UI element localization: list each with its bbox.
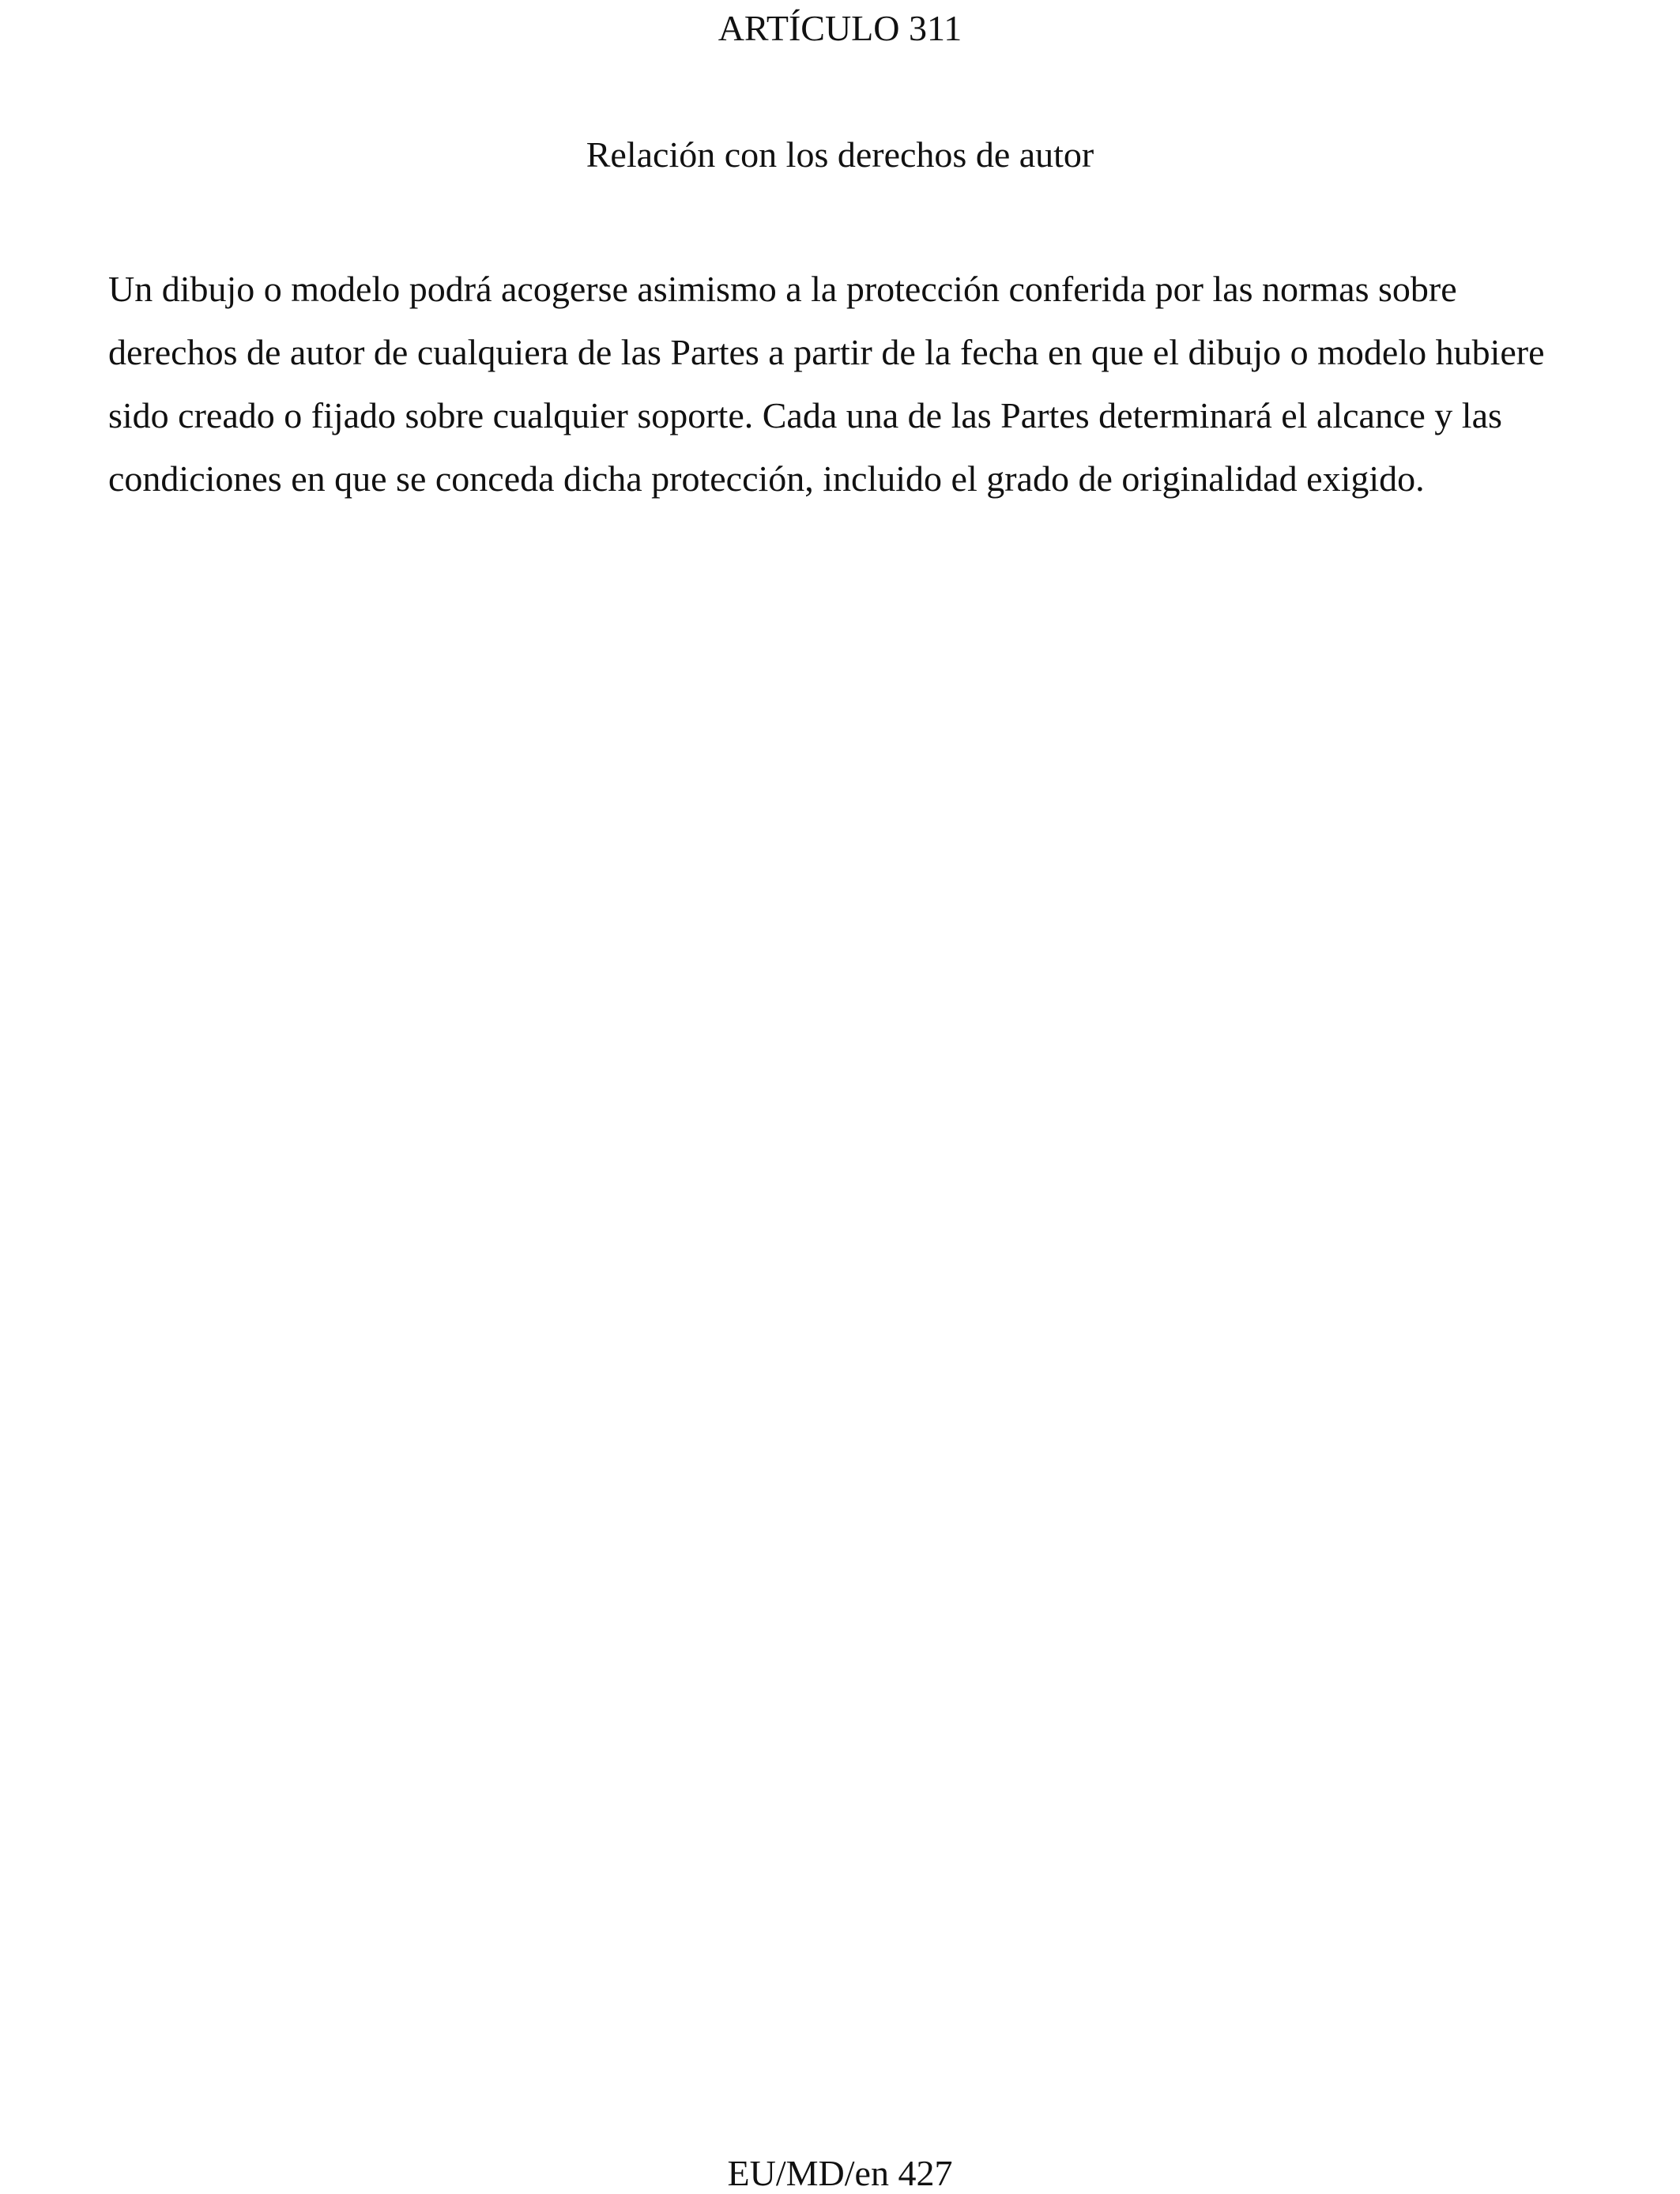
article-body	[108, 258, 1578, 511]
article-number: ARTÍCULO 311	[718, 8, 962, 48]
body-line: derechos de autor de cualquiera de las Partes a partir de la fecha en que el dibujo o modelo hubiere	[108, 332, 1545, 372]
page-footer: EU/MD/en 427	[727, 2153, 953, 2193]
article-title: Relación con los derechos de autor	[586, 134, 1094, 175]
body-line: Un dibujo o modelo podrá acogerse asimismo a la protección conferida por las normas sobre	[108, 269, 1457, 309]
body-line: sido creado o fijado sobre cualquier soporte. Cada una de las Partes determinará el alcance y las	[108, 395, 1502, 435]
body-line: condiciones en que se conceda dicha protección, incluido el grado de originalidad exigido.	[108, 458, 1425, 499]
